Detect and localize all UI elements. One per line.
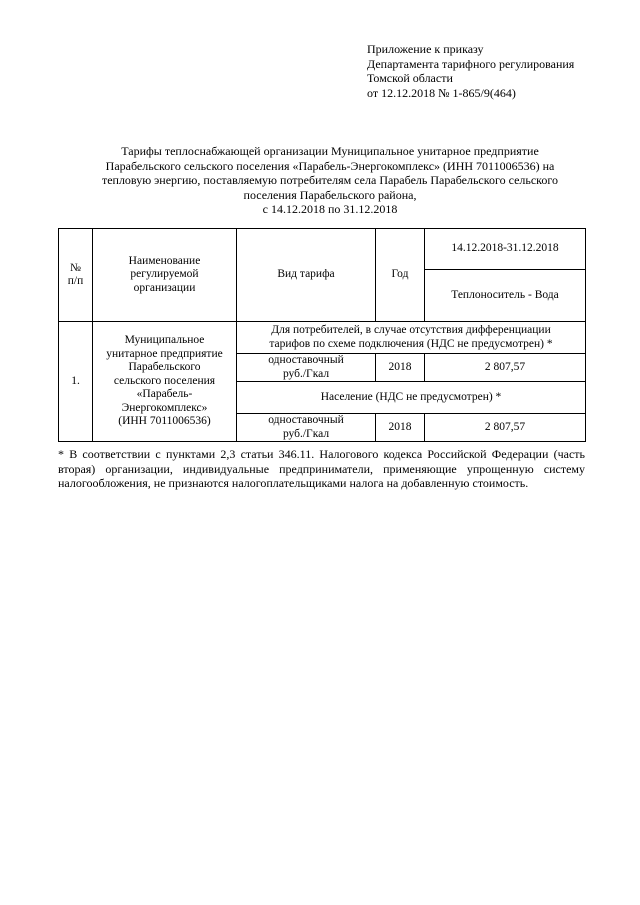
- tariff-table: [58, 228, 586, 442]
- header-heat-carrier: Теплоноситель - Вода: [425, 270, 586, 322]
- header-number: № п/п: [59, 229, 93, 322]
- title-line: поселения Парабельского района,: [243, 187, 417, 202]
- header-organization: Наименование регулируемой организации: [93, 229, 237, 322]
- year-cell: 2018: [376, 354, 425, 382]
- appendix-line: Томской области: [367, 71, 453, 85]
- tariff-value-cell: 2 807,57: [425, 414, 586, 442]
- document-title: [70, 144, 590, 217]
- title-line: тепловую энергию, поставляемую потребителям села Парабель Парабельского сельского: [101, 173, 559, 187]
- header-year: Год: [376, 229, 425, 322]
- appendix-line: Департамента тарифного регулирования: [367, 56, 575, 71]
- table-header-row: [59, 229, 586, 270]
- year-cell: 2018: [376, 414, 425, 442]
- tariff-type-cell: одноставочный руб./Гкал: [237, 414, 376, 442]
- title-line: Парабельского сельского поселения «Парабель-Энергокомплекс» (ИНН 7011006536) на: [105, 158, 555, 173]
- appendix-order-date: от 12.12.2018 № 1-865/9(464): [367, 85, 516, 100]
- title-period: с 14.12.2018 по 31.12.2018: [262, 202, 398, 216]
- consumer-group-label: Население (НДС не предусмотрен) *: [237, 382, 586, 414]
- row-organization: Муниципальное унитарное предприятие Парабельского сельского поселения «Парабель- Энергокомплекс» (ИНН 7011006536): [93, 322, 237, 442]
- tariff-value-cell: 2 807,57: [425, 354, 586, 382]
- table-row: [59, 322, 586, 354]
- title-line: Тарифы теплоснабжающей организации Муниципальное унитарное предприятие: [121, 144, 539, 158]
- vat-footnote: * В соответствии с пунктами 2,3 статьи 346.11. Налогового кодекса Российской Федерации (часть вторая) организации, индивидуальные предприниматели, применяющие упрощенную систему налогообложения, не признаются налогоплательщиками налога на добавленную стоимость.: [58, 447, 585, 490]
- appendix-header: [367, 42, 627, 100]
- appendix-line: Приложение к приказу: [367, 42, 484, 56]
- header-tariff-type: Вид тарифа: [237, 229, 376, 322]
- consumer-group-label: Для потребителей, в случае отсутствия дифференциации тарифов по схеме подключения (НДС не предусмотрен) *: [237, 322, 586, 354]
- header-period: 14.12.2018-31.12.2018: [425, 229, 586, 270]
- row-number: 1.: [59, 322, 93, 442]
- tariff-type-cell: одноставочный руб./Гкал: [237, 354, 376, 382]
